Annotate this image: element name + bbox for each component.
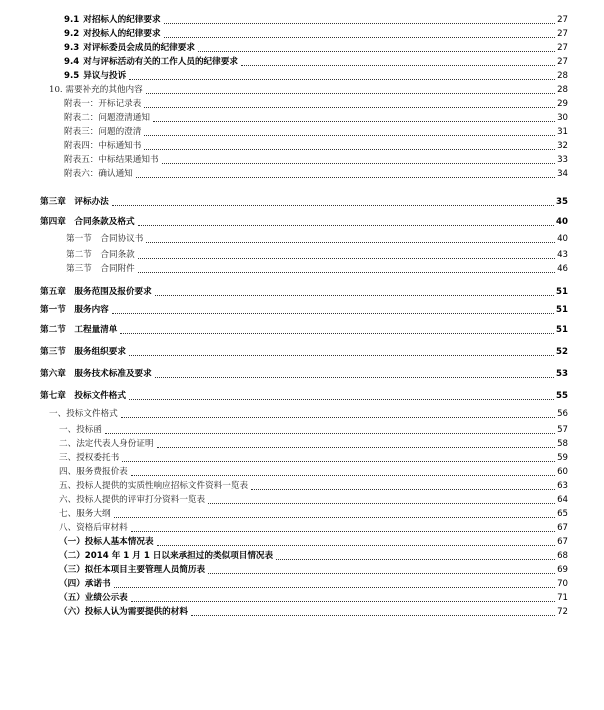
toc-entry[interactable] (0, 409, 568, 420)
dot-leader (164, 23, 555, 24)
toc-entry-label (64, 71, 127, 82)
dot-leader (208, 573, 555, 574)
toc-entry-page-number: 57 (557, 425, 568, 435)
toc-entry[interactable] (0, 43, 568, 54)
toc-entry-page-number: 33 (557, 155, 568, 165)
toc-entry-page-number: 27 (557, 15, 568, 25)
toc-entry-label (59, 551, 274, 562)
toc-entry-label (59, 495, 206, 506)
toc-entry-text: 六、投标人提供的评审打分资料一览表 (59, 495, 206, 505)
toc-entry-page-number: 34 (557, 169, 568, 179)
toc-entry-page-number: 28 (557, 71, 568, 81)
toc-entry-label (40, 325, 118, 336)
toc-entry-label (64, 113, 151, 124)
toc-entry[interactable] (0, 305, 568, 316)
toc-entry-text: 第七章 投标文件格式 (40, 391, 126, 401)
dot-leader (144, 149, 555, 150)
toc-entry-page-number: 51 (556, 305, 568, 315)
dot-leader (105, 433, 555, 434)
toc-entry-text: （三）拟任本项目主要管理人员简历表 (59, 565, 206, 575)
toc-entry-text: 八、资格后审材料 (59, 523, 128, 533)
toc-entry[interactable] (0, 481, 568, 492)
toc-entry-text: 附表一：开标记录表 (64, 99, 142, 109)
toc-entry-label (59, 565, 206, 576)
toc-entry-label (59, 481, 249, 492)
toc-entry-text: 第四章 合同条款及格式 (40, 217, 135, 227)
toc-entry-page-number: 65 (557, 509, 568, 519)
toc-entry-label (64, 43, 196, 54)
toc-entry-number: 9.2 (64, 29, 80, 39)
toc-entry-page-number: 59 (557, 453, 568, 463)
toc-entry-text: 对投标人的纪律要求 (83, 29, 161, 39)
toc-entry-page-number: 71 (557, 593, 568, 603)
toc-entry-page-number: 64 (557, 495, 568, 505)
toc-entry-text: 附表五：中标结果通知书 (64, 155, 159, 165)
dot-leader (114, 517, 555, 518)
dot-leader (131, 601, 555, 602)
toc-entry-label (59, 509, 112, 520)
toc-entry-label (49, 409, 119, 420)
dot-leader (276, 559, 555, 560)
toc-entry-page-number: 27 (557, 29, 568, 39)
toc-entry-text: 第二节 工程量清单 (40, 325, 118, 335)
toc-entry-page-number: 51 (556, 325, 568, 335)
toc-entry-page-number: 67 (557, 537, 568, 547)
dot-leader (241, 65, 555, 66)
toc-entry-text: 附表二：问题澄清通知 (64, 113, 150, 123)
toc-entry-number: 9.3 (64, 43, 80, 53)
toc-entry-number: 9.1 (64, 15, 80, 25)
dot-leader (129, 79, 555, 80)
toc-entry[interactable] (0, 217, 568, 228)
toc-entry-label (59, 593, 129, 604)
toc-entry[interactable] (0, 29, 568, 40)
toc-entry-label (40, 287, 153, 298)
toc-entry-label (59, 579, 112, 590)
toc-entry[interactable] (0, 155, 568, 166)
toc-entry-number: 9.5 (64, 71, 80, 81)
toc-entry[interactable] (0, 169, 568, 180)
dot-leader (155, 295, 554, 296)
dot-leader (112, 205, 554, 206)
toc-entry-text: 附表三：问题的澄清 (64, 127, 142, 137)
toc-entry-text: 对招标人的纪律要求 (83, 15, 161, 25)
toc-entry[interactable] (0, 234, 568, 245)
toc-entry-text: （四）承诺书 (59, 579, 111, 589)
toc-entry-text: 对评标委员会成员的纪律要求 (83, 43, 195, 53)
toc-entry-text: 第一节 合同协议书 (66, 234, 144, 244)
toc-entry-label (66, 234, 144, 245)
toc-entry-page-number: 53 (556, 369, 568, 379)
toc-entry[interactable] (0, 85, 568, 96)
toc-entry-label (59, 453, 120, 464)
toc-entry-label (40, 305, 110, 316)
dot-leader (131, 475, 555, 476)
toc-entry[interactable] (0, 551, 568, 562)
toc-entry-label (59, 467, 129, 478)
toc-entry[interactable] (0, 141, 568, 152)
toc-entry[interactable] (0, 250, 568, 261)
dot-leader (144, 107, 555, 108)
toc-entry[interactable] (0, 71, 568, 82)
toc-entry[interactable] (0, 607, 568, 618)
toc-entry-label (64, 99, 142, 110)
toc-entry-page-number: 60 (557, 467, 568, 477)
toc-entry[interactable] (0, 495, 568, 506)
toc-entry-label (59, 607, 189, 618)
dot-leader (138, 272, 555, 273)
toc-entry-label (64, 155, 160, 166)
toc-entry-text: 第二节 合同条款 (66, 250, 135, 260)
toc-entry-text: 二、法定代表人身份证明 (59, 439, 154, 449)
toc-entry-page-number: 56 (557, 409, 568, 419)
toc-entry-page-number: 69 (557, 565, 568, 575)
toc-entry-label (40, 197, 110, 208)
toc-entry-label (40, 347, 127, 358)
toc-entry[interactable] (0, 15, 568, 26)
dot-leader (153, 121, 555, 122)
toc-entry-page-number: 70 (557, 579, 568, 589)
toc-entry-page-number: 46 (557, 264, 568, 274)
toc-entry[interactable] (0, 391, 568, 402)
dot-leader (208, 503, 555, 504)
dot-leader (138, 258, 555, 259)
toc-entry-page-number: 67 (557, 523, 568, 533)
toc-entry-label (66, 250, 136, 261)
toc-entry-page-number: 72 (557, 607, 568, 617)
toc-entry-label (59, 523, 129, 534)
toc-entry-text: 七、服务大纲 (59, 509, 111, 519)
toc-entry-text: （六）投标人认为需要提供的材料 (59, 607, 188, 617)
toc-entry[interactable] (0, 57, 568, 68)
dot-leader (136, 177, 555, 178)
toc-entry-page-number: 51 (556, 287, 568, 297)
toc-entry-text: 第三节 服务组织要求 (40, 347, 126, 357)
toc-entry-text: 附表四：中标通知书 (64, 141, 142, 151)
dot-leader (144, 135, 555, 136)
toc-entry-text: 四、服务费报价表 (59, 467, 128, 477)
toc-entry[interactable] (0, 593, 568, 604)
toc-entry-page-number: 52 (556, 347, 568, 357)
dot-leader (114, 587, 555, 588)
toc-entry-page-number: 43 (557, 250, 568, 260)
dot-leader (129, 355, 554, 356)
toc-entry-label (59, 537, 155, 548)
toc-entry-label (64, 57, 239, 68)
dot-leader (164, 37, 555, 38)
dot-leader (122, 461, 555, 462)
dot-leader (121, 417, 555, 418)
toc-entry-label (64, 169, 134, 180)
toc-entry-page-number: 32 (557, 141, 568, 151)
toc-entry-page-number: 30 (557, 113, 568, 123)
toc-entry-page-number: 28 (557, 85, 568, 95)
toc-entry-label (64, 127, 142, 138)
toc-entry[interactable] (0, 99, 568, 110)
toc-entry[interactable] (0, 113, 568, 124)
toc-entry-text: 第三章 评标办法 (40, 197, 109, 207)
toc-entry[interactable] (0, 127, 568, 138)
toc-entry[interactable] (0, 197, 568, 208)
toc-entry-text: 五、投标人提供的实质性响应招标文件资料一览表 (59, 481, 249, 491)
toc-entry-text: 第一节 服务内容 (40, 305, 109, 315)
toc-entry-text: 附表六：确认通知 (64, 169, 133, 179)
dot-leader (198, 51, 555, 52)
toc-entry-label (64, 141, 142, 152)
toc-entry[interactable] (0, 523, 568, 534)
toc-entry-text: 一、投标文件格式 (49, 409, 118, 419)
dot-leader (157, 545, 556, 546)
toc-entry-page-number: 35 (556, 197, 568, 207)
toc-entry[interactable] (0, 439, 568, 450)
toc-entry-label (66, 264, 136, 275)
toc-entry-text: 三、授权委托书 (59, 453, 120, 463)
toc-entry-text: （二）2014 年 1 月 1 日以来承担过的类似项目情况表 (59, 551, 274, 561)
toc-entry-page-number: 68 (557, 551, 568, 561)
dot-leader (129, 399, 554, 400)
toc-entry-text: （五）业绩公示表 (59, 593, 128, 603)
dot-leader (155, 377, 554, 378)
toc-entry[interactable] (0, 369, 568, 380)
toc-entry-label (40, 217, 136, 228)
toc-entry[interactable] (0, 579, 568, 590)
toc-entry-page-number: 31 (557, 127, 568, 137)
dot-leader (191, 615, 555, 616)
dot-leader (146, 93, 555, 94)
toc-entry[interactable] (0, 509, 568, 520)
toc-entry[interactable] (0, 453, 568, 464)
toc-entry[interactable] (0, 264, 568, 275)
toc-entry-label (59, 439, 155, 450)
toc-entry-text: （一）投标人基本情况表 (59, 537, 154, 547)
dot-leader (112, 313, 554, 314)
toc-entry-page-number: 58 (557, 439, 568, 449)
toc-entry-page-number: 55 (556, 391, 568, 401)
toc-entry-label (64, 15, 162, 26)
dot-leader (146, 242, 555, 243)
toc-entry[interactable] (0, 347, 568, 358)
toc-entry[interactable] (0, 325, 568, 336)
dot-leader (162, 163, 556, 164)
toc-entry-text: 10. 需要补充的其他内容 (49, 85, 143, 95)
toc-entry-text: 第五章 服务范围及报价要求 (40, 287, 152, 297)
toc-entry[interactable] (0, 537, 568, 548)
dot-leader (131, 531, 555, 532)
toc-entry-page-number: 40 (556, 217, 568, 227)
dot-leader (138, 225, 554, 226)
toc-entry-page-number: 63 (557, 481, 568, 491)
dot-leader (157, 447, 556, 448)
toc-entry-label (64, 29, 162, 40)
toc-entry-page-number: 29 (557, 99, 568, 109)
toc-entry-label (40, 369, 153, 380)
toc-entry-number: 9.4 (64, 57, 80, 67)
toc-entry-label (49, 85, 144, 96)
toc-entry[interactable] (0, 425, 568, 436)
toc-entry-label (40, 391, 127, 402)
toc-entry[interactable] (0, 565, 568, 576)
toc-entry-page-number: 27 (557, 57, 568, 67)
toc-entry-page-number: 27 (557, 43, 568, 53)
toc-entry-text: 一、投标函 (59, 425, 102, 435)
dot-leader (120, 333, 554, 334)
dot-leader (251, 489, 555, 490)
toc-entry-text: 对与评标活动有关的工作人员的纪律要求 (83, 57, 238, 67)
toc-entry-text: 第六章 服务技术标准及要求 (40, 369, 152, 379)
toc-entry-page-number: 40 (557, 234, 568, 244)
toc-entry-text: 第三节 合同附件 (66, 264, 135, 274)
toc-entry-label (59, 425, 103, 436)
toc-entry-text: 异议与投诉 (83, 71, 127, 81)
toc-entry[interactable] (0, 287, 568, 298)
toc-entry[interactable] (0, 467, 568, 478)
